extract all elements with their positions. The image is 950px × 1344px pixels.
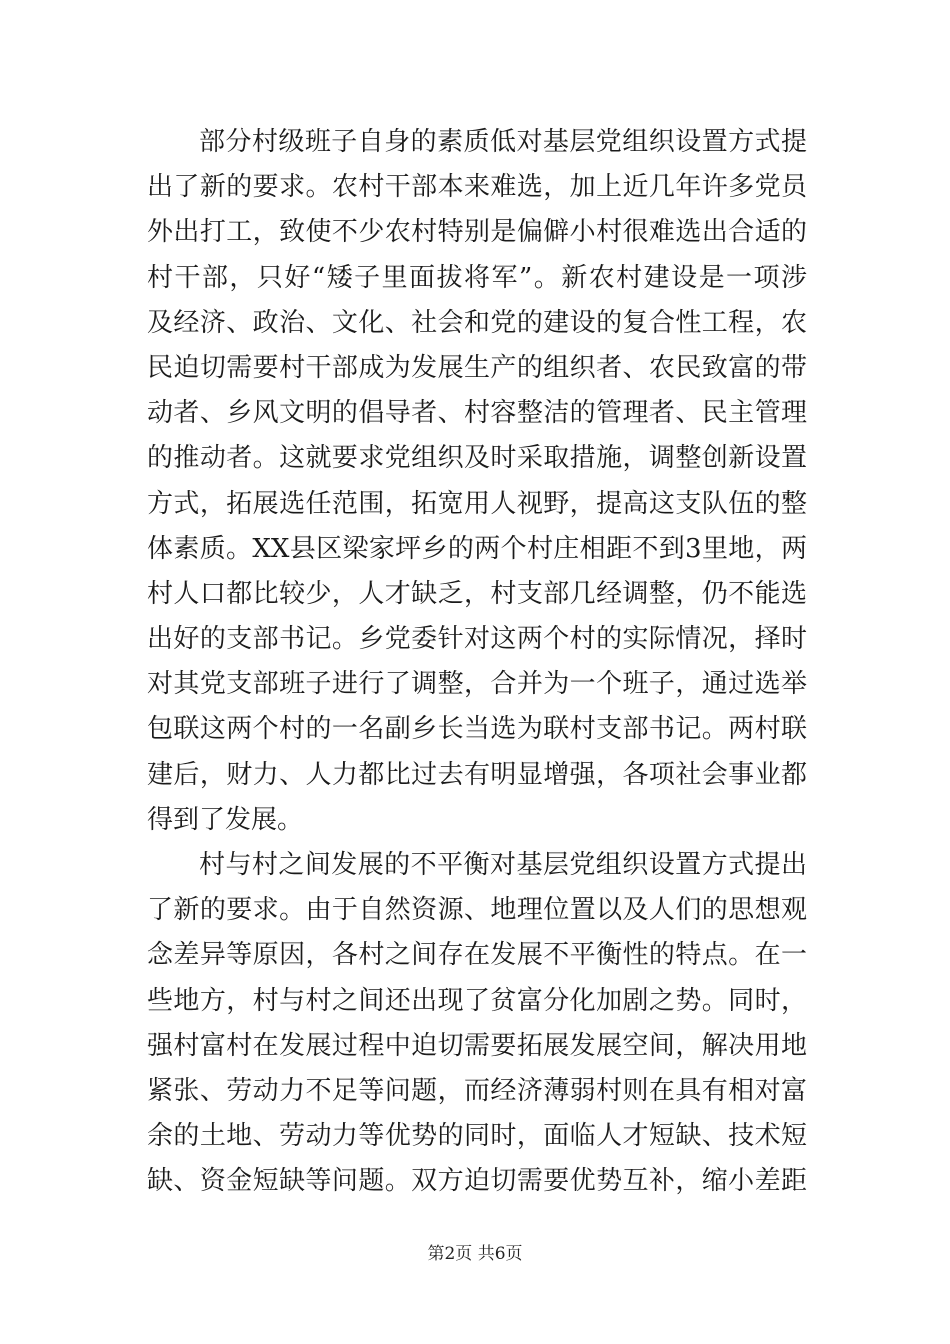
text-line: 出好的支部书记。乡党委针对这两个村的实际情况，择时: [147, 624, 807, 655]
text-line: 出了新的要求。农村干部本来难选，加上近几年许多党员: [147, 172, 807, 203]
text-line: 外出打工，致使不少农村特别是偏僻小村很难选出合适的: [147, 217, 807, 248]
text-line: 建后，财力、人力都比过去有明显增强，各项社会事业都: [147, 759, 807, 790]
text-line: 得到了发展。: [147, 804, 304, 835]
text-line: 念差异等原因，各村之间存在发展不平衡性的特点。在一: [147, 940, 807, 971]
paragraph-1: [147, 120, 807, 843]
document-body: [147, 120, 807, 1205]
page-number-footer: 第2页 共6页: [427, 1244, 523, 1264]
text-line: 及经济、政治、文化、社会和党的建设的复合性工程，农: [147, 307, 807, 338]
text-line: 村人口都比较少，人才缺乏，村支部几经调整，仍不能选: [147, 578, 807, 609]
text-line: 村与村之间发展的不平衡对基层党组织设置方式提出: [199, 850, 807, 880]
text-line: 动者、乡风文明的倡导者、村容整洁的管理者、民主管理: [147, 398, 807, 429]
text-line: 余的土地、劳动力等优势的同时，面临人才短缺、技术短: [147, 1121, 807, 1152]
text-line: 强村富村在发展过程中迫切需要拓展发展空间，解决用地: [147, 1030, 807, 1061]
text-line: 部分村级班子自身的素质低对基层党组织设置方式提: [199, 127, 807, 157]
text-line: 了新的要求。由于自然资源、地理位置以及人们的思想观: [147, 895, 807, 926]
text-line: 的推动者。这就要求党组织及时采取措施，调整创新设置: [147, 443, 807, 474]
text-line: 缺、资金短缺等问题。双方迫切需要优势互补，缩小差距: [147, 1166, 807, 1197]
text-line: 方式，拓展选任范围，拓宽用人视野，提高这支队伍的整: [147, 488, 807, 519]
paragraph-2: [147, 843, 807, 1205]
text-line: 对其党支部班子进行了调整，合并为一个班子，通过选举: [147, 669, 807, 700]
text-line: 些地方，村与村之间还出现了贫富分化加剧之势。同时，: [147, 985, 807, 1016]
text-line: 体素质。XX县区梁家坪乡的两个村庄相距不到3里地，两: [147, 533, 807, 564]
text-line: 村干部，只好“矮子里面拔将军”。新农村建设是一项涉: [147, 262, 807, 293]
text-line: 紧张、劳动力不足等问题，而经济薄弱村则在具有相对富: [147, 1075, 807, 1106]
text-line: 民迫切需要村干部成为发展生产的组织者、农民致富的带: [147, 352, 807, 383]
text-line: 包联这两个村的一名副乡长当选为联村支部书记。两村联: [147, 714, 807, 745]
